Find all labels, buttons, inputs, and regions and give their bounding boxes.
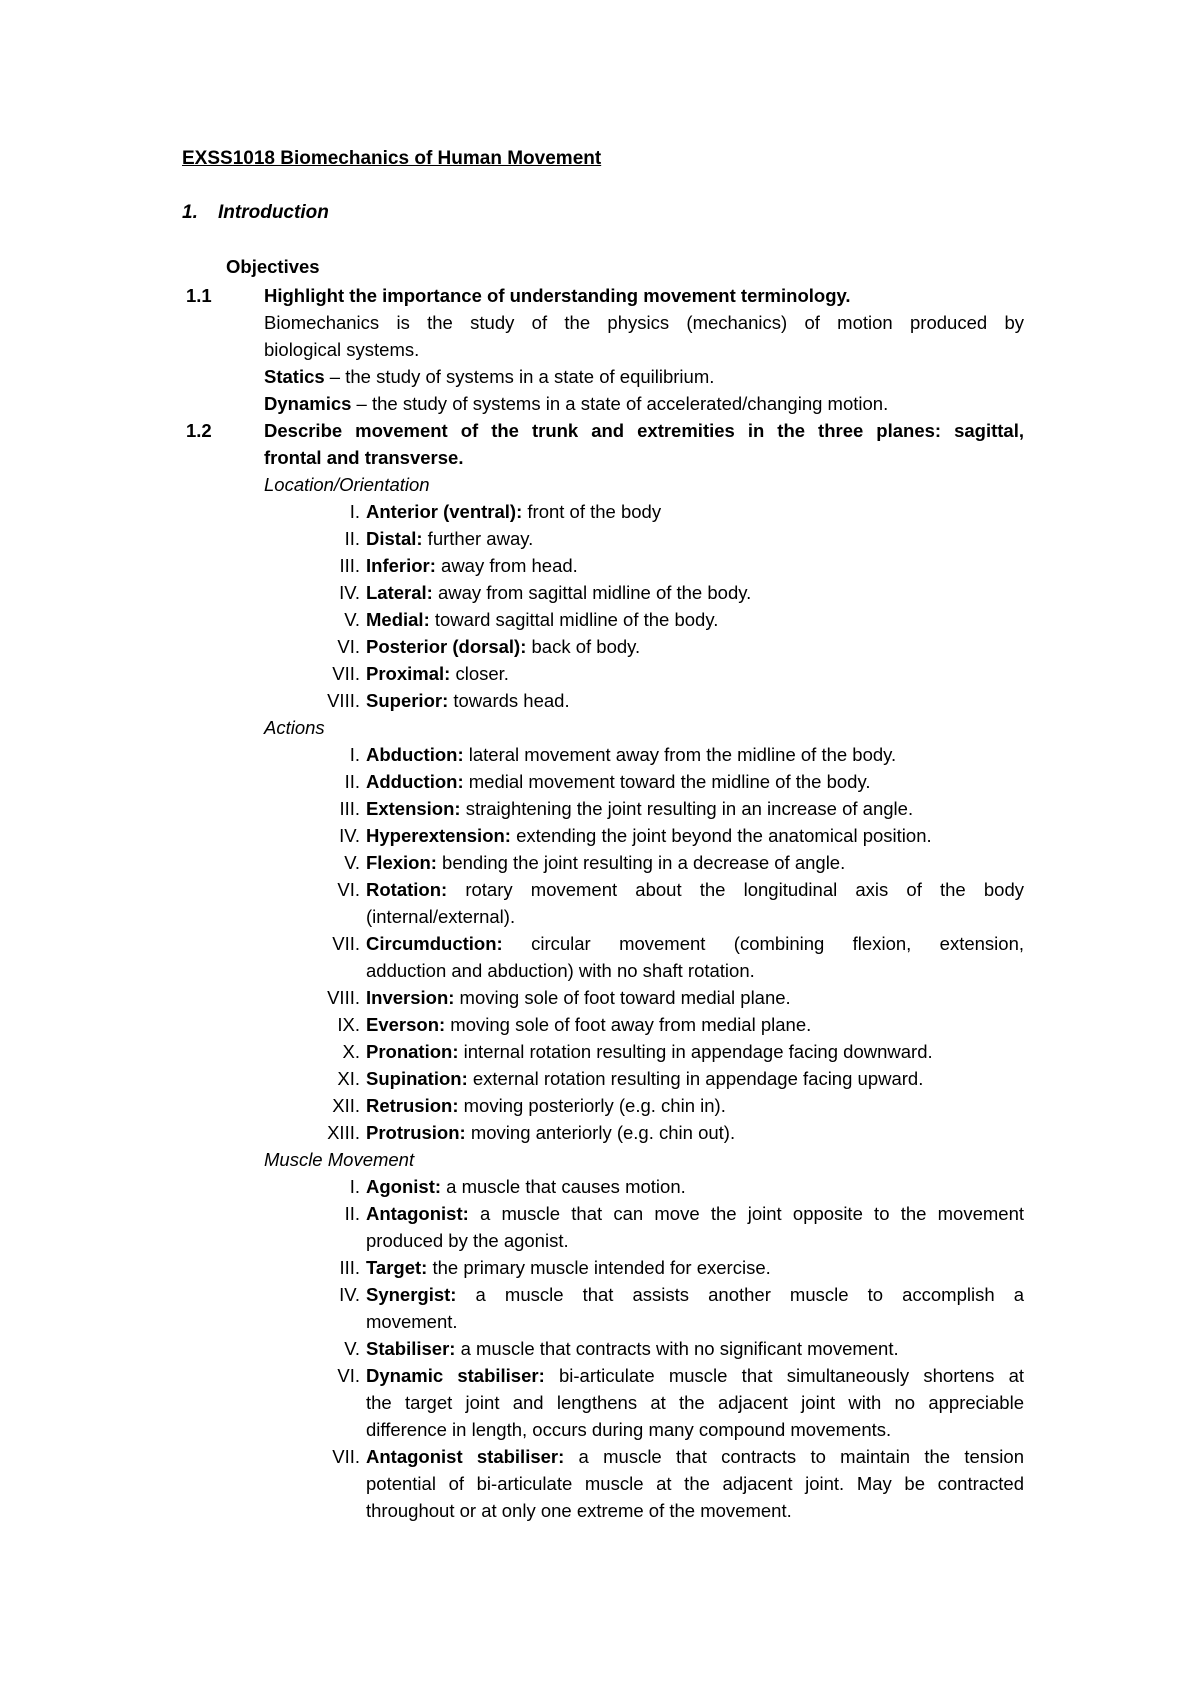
list-item-number: XIII. [327, 1122, 360, 1143]
list-item [366, 768, 1024, 795]
list-item-definition: back of body. [526, 636, 641, 657]
list-item-term: Proximal: [366, 663, 451, 684]
list-item-number: IX. [337, 1014, 360, 1035]
list-item-term: Inversion: [366, 987, 455, 1008]
list-item-term: Agonist: [366, 1176, 442, 1197]
list-item-continuation: difference in length, occurs during many compound movements. [366, 1419, 892, 1440]
muscle-movement-label: Muscle Movement [264, 1149, 415, 1170]
list-item-definition: rotary movement about the longitudinal axis of the body [447, 879, 1024, 900]
list-item-definition: a muscle that assists another muscle to accomplish a [456, 1284, 1024, 1305]
list-item-term: Extension: [366, 798, 461, 819]
dynamics-def: – the study of systems in a state of accelerated/changing motion. [351, 393, 889, 414]
list-item-term: Pronation: [366, 1041, 459, 1062]
list-item-term: Flexion: [366, 852, 437, 873]
list-item-number: V. [344, 1338, 360, 1359]
list-item-term: Everson: [366, 1014, 446, 1035]
location-orientation-label: Location/Orientation [264, 474, 430, 495]
list-item-number: X. [342, 1041, 360, 1062]
list-item-term: Anterior (ventral): [366, 501, 523, 522]
list-item-definition: lateral movement away from the midline of the body. [463, 744, 897, 765]
list-item-term: Medial: [366, 609, 430, 630]
list-item-number: V. [344, 852, 360, 873]
list-item [366, 741, 1024, 768]
list-item-term: Rotation: [366, 879, 448, 900]
list-item [366, 1281, 1024, 1308]
list-item [366, 1200, 1024, 1227]
statics-def: – the study of systems in a state of equilibrium. [324, 366, 715, 387]
list-item [366, 525, 1024, 552]
list-item [366, 606, 1024, 633]
list-item [366, 1119, 1024, 1146]
list-item [366, 660, 1024, 687]
list-item-number: IV. [339, 825, 360, 846]
list-item-continuation: movement. [366, 1311, 458, 1332]
list-item-term: Inferior: [366, 555, 436, 576]
biomechanics-definition-line-2: biological systems. [264, 339, 420, 360]
list-item [366, 984, 1024, 1011]
list-item [366, 633, 1024, 660]
list-item-continuation: throughout or at only one extreme of the movement. [366, 1500, 792, 1521]
objective-heading-1-2-line-2: frontal and transverse. [264, 447, 464, 468]
list-item-term: Protrusion: [366, 1122, 466, 1143]
list-item-definition: toward sagittal midline of the body. [429, 609, 719, 630]
list-item-term: Retrusion: [366, 1095, 459, 1116]
objective-number-1-1: 1.1 [186, 285, 212, 306]
list-item-definition: away from sagittal midline of the body. [432, 582, 752, 603]
list-item-number: II. [344, 771, 360, 792]
list-item-definition: moving anteriorly (e.g. chin out). [465, 1122, 736, 1143]
list-item-term: Superior: [366, 690, 449, 711]
list-item [366, 1011, 1024, 1038]
list-item-term: Supination: [366, 1068, 468, 1089]
list-item-term: Dynamic stabiliser: [366, 1365, 545, 1386]
list-item [366, 849, 1024, 876]
list-item-definition: circular movement (combining flexion, extension, [502, 933, 1024, 954]
list-item-definition: bi-articulate muscle that simultaneously shortens at [544, 1365, 1024, 1386]
list-item [366, 876, 1024, 903]
list-item-number: II. [344, 1203, 360, 1224]
list-item [366, 930, 1024, 957]
list-item [366, 1065, 1024, 1092]
list-item-term: Antagonist: [366, 1203, 469, 1224]
list-item-number: I. [349, 744, 360, 765]
list-item-term: Circumduction: [366, 933, 503, 954]
section-number: 1. [182, 202, 198, 223]
list-item-term: Target: [366, 1257, 428, 1278]
list-item-definition: the primary muscle intended for exercise. [427, 1257, 771, 1278]
section-heading [182, 202, 329, 224]
list-item-term: Synergist: [366, 1284, 457, 1305]
list-item-number: VI. [337, 636, 360, 657]
list-item-definition: further away. [422, 528, 534, 549]
list-item-number: VII. [332, 933, 360, 954]
list-item-definition: towards head. [448, 690, 570, 711]
list-item-number: XII. [332, 1095, 360, 1116]
list-item-continuation: (internal/external). [366, 906, 516, 927]
list-item-definition: a muscle that causes motion. [441, 1176, 686, 1197]
document-title: EXSS1018 Biomechanics of Human Movement [182, 148, 602, 169]
list-item [366, 822, 1024, 849]
list-item-number: II. [344, 528, 360, 549]
list-item-definition: moving sole of foot away from medial plane. [445, 1014, 812, 1035]
list-item [366, 1335, 1024, 1362]
list-item-term: Abduction: [366, 744, 464, 765]
list-item [366, 1092, 1024, 1119]
list-item-term: Antagonist stabiliser: [366, 1446, 565, 1467]
statics-definition [264, 363, 1024, 390]
dynamics-term: Dynamics [264, 393, 352, 414]
list-item [366, 1173, 1024, 1200]
list-item-number: VIII. [327, 690, 360, 711]
list-item-definition: medial movement toward the midline of the body. [463, 771, 871, 792]
list-item-definition: a muscle that can move the joint opposite to the movement [468, 1203, 1024, 1224]
biomechanics-definition-line-1: Biomechanics is the study of the physics (mechanics) of motion produced by [264, 312, 1024, 333]
list-item-term: Distal: [366, 528, 423, 549]
objective-number-1-2: 1.2 [186, 420, 212, 441]
list-item [366, 1443, 1024, 1470]
objectives-label: Objectives [226, 256, 320, 277]
list-item-definition: extending the joint beyond the anatomical position. [510, 825, 932, 846]
list-item-number: I. [349, 501, 360, 522]
list-item-term: Lateral: [366, 582, 433, 603]
list-item-number: III. [339, 1257, 360, 1278]
list-item-number: I. [349, 1176, 360, 1197]
list-item [366, 1038, 1024, 1065]
list-item-number: IV. [339, 1284, 360, 1305]
list-item-term: Posterior (dorsal): [366, 636, 527, 657]
list-item [366, 1254, 1024, 1281]
list-item-number: VI. [337, 879, 360, 900]
list-item-definition: front of the body [522, 501, 662, 522]
list-item-number: V. [344, 609, 360, 630]
dynamics-definition [264, 390, 1024, 417]
list-item [366, 687, 1024, 714]
list-item-definition: closer. [450, 663, 509, 684]
list-item [366, 1362, 1024, 1389]
list-item-term: Adduction: [366, 771, 464, 792]
actions-label: Actions [264, 717, 325, 738]
list-item-definition: external rotation resulting in appendage facing upward. [467, 1068, 924, 1089]
section-label: Introduction [218, 202, 329, 223]
list-item [366, 795, 1024, 822]
list-item-number: III. [339, 555, 360, 576]
list-item-number: VI. [337, 1365, 360, 1386]
list-item-definition: straightening the joint resulting in an increase of angle. [460, 798, 914, 819]
list-item-definition: a muscle that contracts to maintain the tension [564, 1446, 1024, 1467]
list-item-continuation: produced by the agonist. [366, 1230, 569, 1251]
list-item-continuation: potential of bi-articulate muscle at the adjacent joint. May be contracted [366, 1473, 1024, 1494]
list-item-number: XI. [337, 1068, 360, 1089]
list-item-definition: away from head. [435, 555, 578, 576]
list-item-definition: internal rotation resulting in appendage facing downward. [458, 1041, 933, 1062]
list-item-term: Stabiliser: [366, 1338, 456, 1359]
objective-heading-1-1: Highlight the importance of understanding movement terminology. [264, 285, 851, 306]
list-item-continuation: adduction and abduction) with no shaft rotation. [366, 960, 755, 981]
list-item-continuation: the target joint and lengthens at the adjacent joint with no appreciable [366, 1392, 1024, 1413]
list-item-definition: moving posteriorly (e.g. chin in). [458, 1095, 726, 1116]
list-item-definition: moving sole of foot toward medial plane. [454, 987, 791, 1008]
list-item [366, 552, 1024, 579]
list-item-term: Hyperextension: [366, 825, 511, 846]
list-item-number: VII. [332, 663, 360, 684]
list-item [366, 579, 1024, 606]
list-item-number: III. [339, 798, 360, 819]
list-item [366, 498, 1024, 525]
statics-term: Statics [264, 366, 325, 387]
list-item-definition: bending the joint resulting in a decrease of angle. [436, 852, 846, 873]
objective-heading-1-2-line-1: Describe movement of the trunk and extremities in the three planes: sagittal, [264, 420, 1024, 441]
list-item-number: VII. [332, 1446, 360, 1467]
list-item-number: IV. [339, 582, 360, 603]
list-item-definition: a muscle that contracts with no significant movement. [455, 1338, 899, 1359]
list-item-number: VIII. [327, 987, 360, 1008]
